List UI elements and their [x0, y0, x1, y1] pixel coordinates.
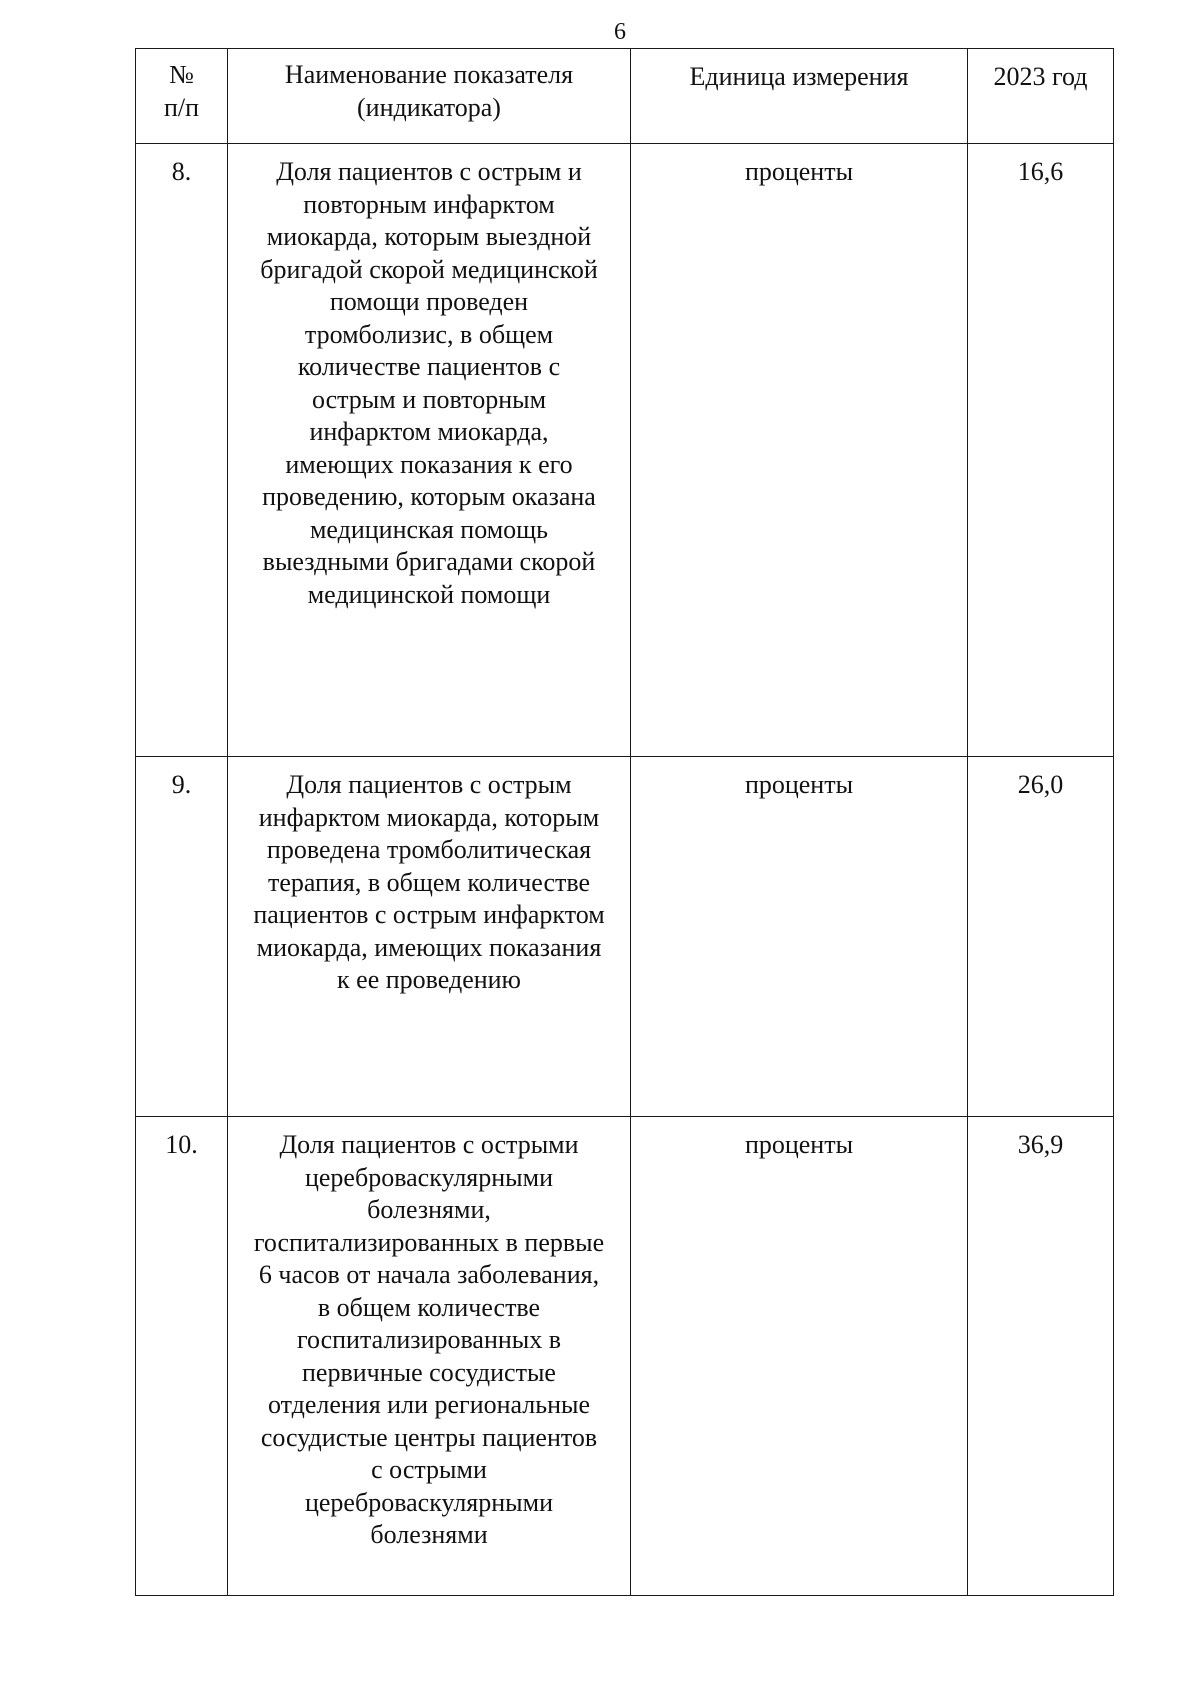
indicator-name-line: 6 часов от начала заболевания, — [258, 1260, 600, 1289]
table-row — [136, 144, 1114, 757]
unit-of-measure: проценты — [631, 1117, 968, 1596]
table-header-row — [136, 49, 1114, 144]
table-row — [136, 757, 1114, 1117]
indicator-name-line: инфарктом миокарда, которым — [258, 802, 600, 832]
page-number: 6 — [614, 19, 626, 45]
indicator-name-line: с острыми — [371, 1455, 487, 1484]
indicator-name-line: первичные сосудистые — [302, 1357, 556, 1387]
indicator-name-line: терапия, в общем количестве — [267, 867, 591, 897]
indicator-name-line: цереброваскулярными — [304, 1162, 554, 1192]
indicator-name-line: отделения или региональные — [267, 1390, 591, 1419]
row-number: 9. — [136, 757, 228, 1117]
indicator-name-line: бригадой скорой медицинской — [260, 254, 598, 284]
header-year: 2023 год — [968, 49, 1114, 144]
unit-of-measure: проценты — [631, 144, 968, 757]
header-name-line: (индикатора) — [357, 92, 501, 122]
header-unit: Единица измерения — [631, 49, 968, 144]
indicator-name-line: болезнями, — [367, 1195, 491, 1224]
header-number — [136, 49, 228, 144]
indicator-name-line: выездными бригадами скорой — [262, 547, 596, 576]
indicator-name-line: медицинской помощи — [307, 579, 551, 609]
indicator-name — [228, 757, 631, 1117]
indicator-name-line: миокарда, которым выездной — [266, 222, 592, 251]
indicator-name-line: Доля пациентов с острым и — [276, 157, 582, 186]
indicators-table — [135, 48, 1114, 1596]
indicator-name-line: помощи проведен — [329, 287, 529, 316]
indicator-name-line: проведена тромболитическая — [266, 835, 592, 864]
indicator-name-line: медицинская помощь — [309, 514, 549, 544]
indicator-name-line: миокарда, имеющих показания — [256, 932, 602, 962]
indicator-name-line: инфарктом миокарда, — [309, 417, 549, 446]
header-number-line: п/п — [163, 92, 200, 122]
indicator-name-line: к ее проведению — [337, 965, 521, 994]
row-number: 8. — [136, 144, 228, 757]
unit-of-measure: проценты — [631, 757, 968, 1117]
indicator-name-line: сосудистые центры пациентов — [260, 1422, 598, 1452]
indicator-name-line: госпитализированных в — [296, 1325, 562, 1354]
indicator-name-line: тромболизис, в общем — [304, 319, 554, 349]
indicator-name-line: в общем количестве — [317, 1292, 541, 1322]
indicator-value: 16,6 — [968, 144, 1114, 757]
indicator-name-line: госпитализированных в первые — [253, 1227, 605, 1257]
indicator-name-line: пациентов с острым инфарктом — [253, 900, 605, 929]
indicator-value: 26,0 — [968, 757, 1114, 1117]
indicator-name-line: цереброваскулярными — [304, 1487, 554, 1517]
indicator-name-line: Доля пациентов с острым — [286, 770, 572, 799]
indicator-name — [228, 144, 631, 757]
row-number: 10. — [136, 1117, 228, 1596]
indicator-name-line: Доля пациентов с острыми — [279, 1130, 579, 1159]
indicator-name-line: проведению, которым оказана — [262, 482, 596, 511]
indicator-name — [228, 1117, 631, 1596]
header-number-line: № — [169, 60, 194, 89]
header-indicator-name — [228, 49, 631, 144]
indicator-value: 36,9 — [968, 1117, 1114, 1596]
indicator-name-line: повторным инфарктом — [303, 189, 555, 219]
indicator-name-line: болезнями — [370, 1520, 488, 1549]
indicator-name-line: имеющих показания к его — [285, 449, 573, 479]
header-name-line: Наименование показателя — [284, 60, 574, 89]
indicator-name-line: количестве пациентов с — [297, 352, 561, 381]
indicator-name-line: острым и повторным — [311, 384, 547, 414]
table-row — [136, 1117, 1114, 1596]
